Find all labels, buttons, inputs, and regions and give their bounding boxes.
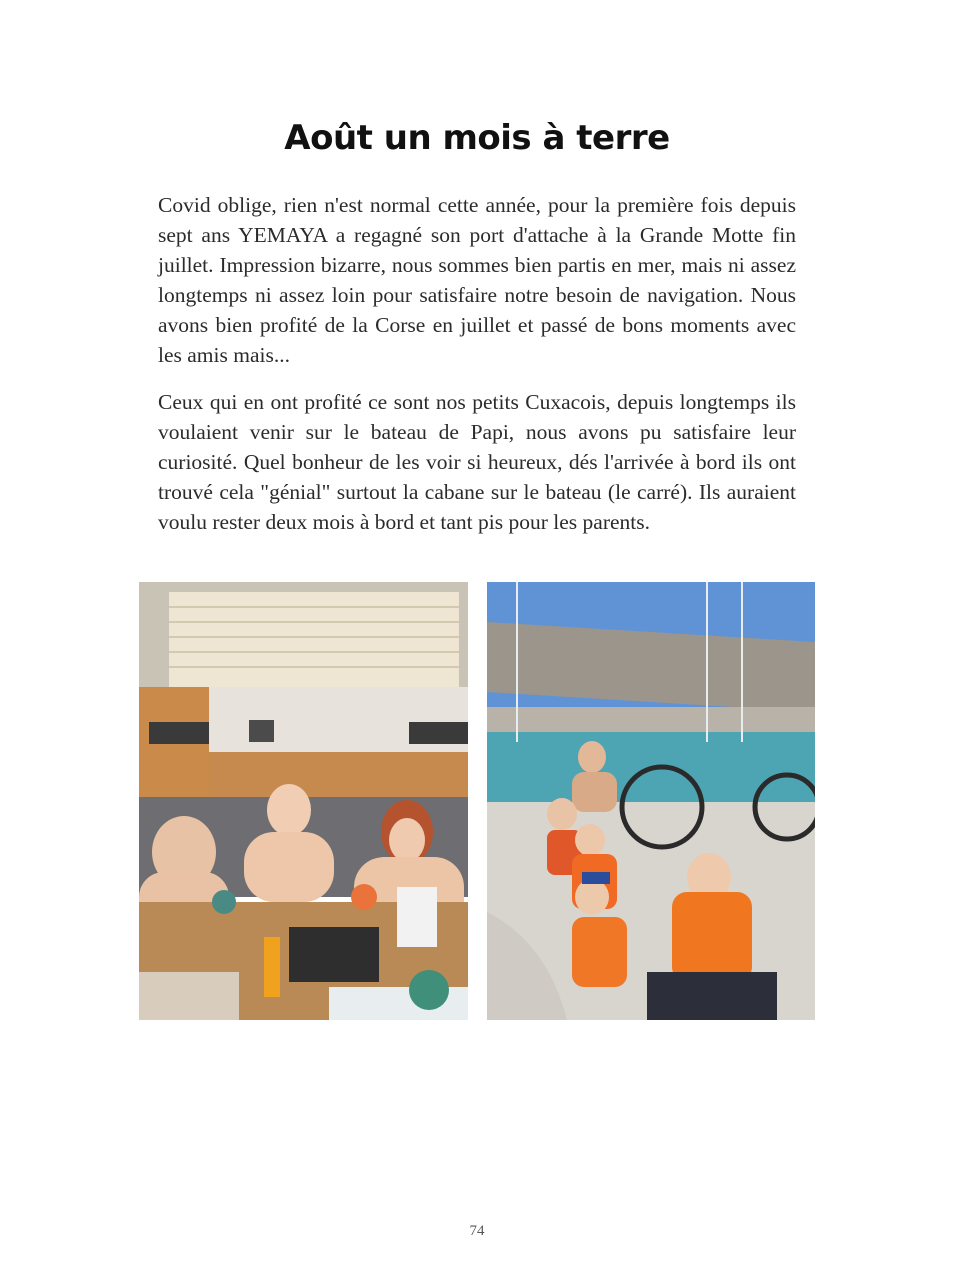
paragraph-2: Ceux qui en ont profité ce sont nos petits Cuxacois, depuis longtemps ils voulaient venir sur le bateau de Papi, nous avons pu satisfaire leur curiosité. Quel bonheur de les voir si heureux, dés l'arrivée à bord ils ont trouvé cela "génial" surtout la cabane sur le bateau (le carré). Ils auraient voulu rester deux mois à bord et tant pis pour les parents.	[158, 390, 796, 534]
cabin-photo	[139, 582, 468, 1020]
page-number: 74	[469, 1223, 485, 1239]
page-title: Août un mois à terre	[284, 118, 670, 158]
paragraph-1: Covid oblige, rien n'est normal cette année, pour la première fois depuis sept ans YEMAYA a regagné son port d'attache à la Grande Motte fin juillet. Impression bizarre, nous sommes bien partis en mer, mais ni assez longtemps ni assez loin pour satisfaire notre besoin de navigation. Nous avons bien profité de la Corse en juillet et passé de bons moments avec les amis mais...	[158, 193, 796, 367]
cockpit-photo	[487, 582, 815, 1020]
